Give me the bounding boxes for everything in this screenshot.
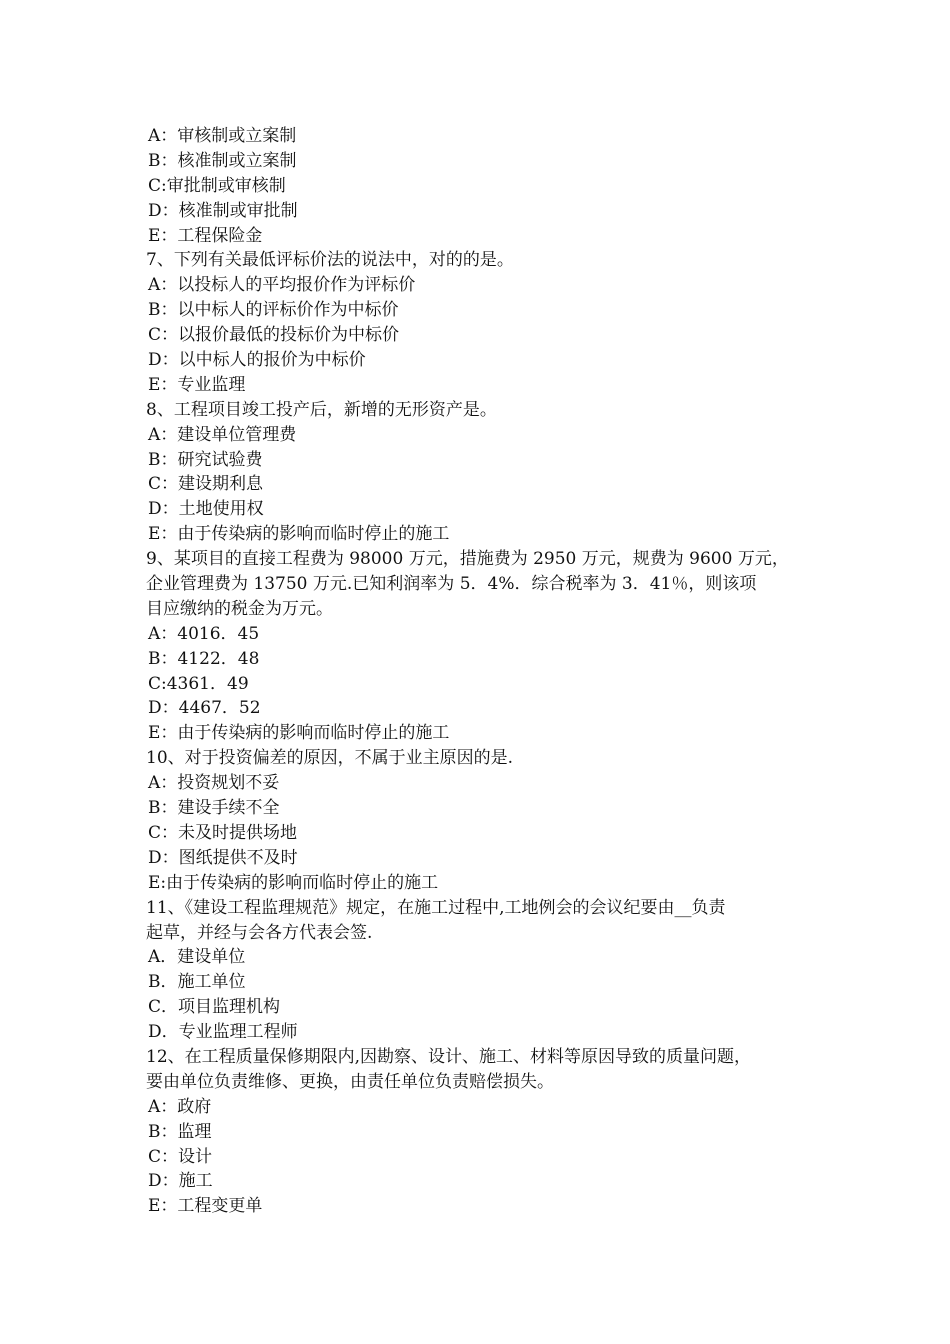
answer-option: D：核准制或审批制: [148, 200, 298, 221]
answer-option: B：以中标人的评标价作为中标价: [148, 300, 399, 321]
question-text: 10、对于投资偏差的原因，不属于业主原因的是.: [146, 748, 514, 769]
answer-option: B：监理: [148, 1121, 212, 1142]
question-text: 企业管理费为 13750 万元.已知利润率为 5．4%．综合税率为 3．41％，则该项: [146, 574, 757, 595]
answer-option: C:4361．49: [148, 673, 249, 694]
answer-option: D：施工: [148, 1171, 213, 1192]
answer-option: D．专业监理工程师: [148, 1022, 298, 1043]
answer-option: E：由于传染病的影响而临时停止的施工: [148, 723, 450, 744]
answer-option: C：未及时提供场地: [148, 822, 298, 843]
answer-option: D：以中标人的报价为中标价: [148, 350, 366, 371]
answer-option: C：以报价最低的投标价为中标价: [148, 325, 400, 346]
answer-option: D：4467．52: [148, 698, 261, 719]
answer-option: C：设计: [148, 1146, 213, 1167]
question-text: 9、某项目的直接工程费为 98000 万元，措施费为 2950 万元，规费为 9600 万元，: [146, 549, 789, 570]
answer-option: C．项目监理机构: [148, 997, 281, 1018]
answer-option: B．施工单位: [148, 972, 246, 993]
question-block: [146, 746, 826, 895]
answer-option: A：以投标人的平均报价作为评标价: [148, 275, 416, 296]
answer-option: A：审核制或立案制: [148, 126, 297, 146]
answer-option: E:由于传染病的影响而临时停止的施工: [148, 872, 439, 893]
answer-option: E：工程保险金: [148, 225, 263, 246]
question-text: 起草，并经与会各方代表会签.: [146, 922, 373, 943]
question-block: [146, 248, 826, 397]
question-text: 11、《建设工程监理规范》规定，在施工过程中,工地例会的会议纪要由__负责: [146, 897, 726, 918]
answer-option: B：建设手续不全: [148, 798, 280, 819]
answer-option: B：核准制或立案制: [148, 150, 297, 171]
question-text: 8、工程项目竣工投产后，新增的无形资产是。: [146, 399, 497, 420]
answer-option: A．建设单位: [148, 947, 246, 968]
answer-option: C:审批制或审核制: [148, 175, 286, 196]
question-block: [146, 398, 826, 547]
answer-option: C：建设期利息: [148, 474, 264, 495]
question-block: [146, 547, 826, 746]
answer-option: D：图纸提供不及时: [148, 847, 298, 868]
question-text: 7、下列有关最低评标价法的说法中，对的的是。: [146, 250, 514, 271]
answer-option: A：政府: [148, 1096, 212, 1117]
answer-option: A：投资规划不妥: [148, 773, 280, 794]
answer-option: E：由于传染病的影响而临时停止的施工: [148, 524, 450, 545]
options-block: [146, 124, 826, 248]
question-text: 12、在工程质量保修期限内,因勘察、设计、施工、材料等原因导致的质量问题，: [146, 1046, 752, 1067]
answer-option: D：土地使用权: [148, 499, 264, 520]
question-text: 目应缴纳的税金为万元。: [146, 598, 333, 619]
answer-option: E：专业监理: [148, 374, 246, 395]
answer-option: E：工程变更单: [148, 1196, 263, 1217]
answer-option: A：4016．45: [148, 623, 260, 644]
question-text: 要由单位负责维修、更换，由责任单位负责赔偿损失。: [146, 1071, 554, 1092]
answer-option: A：建设单位管理费: [148, 424, 297, 445]
answer-option: B：研究试验费: [148, 449, 263, 470]
answer-option: B：4122．48: [148, 648, 260, 669]
question-block: [146, 1045, 826, 1219]
document-page: [146, 124, 826, 1219]
question-block: [146, 896, 826, 1045]
